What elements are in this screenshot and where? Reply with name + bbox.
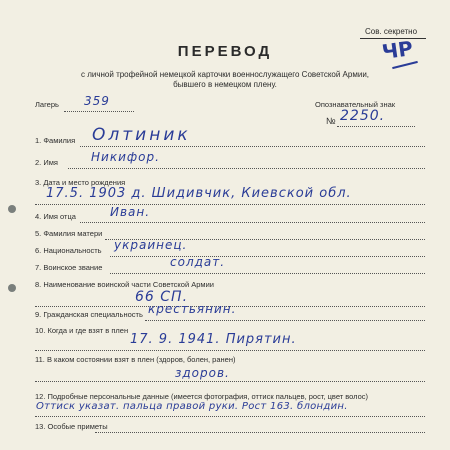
field-label: 6. Национальность xyxy=(35,246,102,255)
classification-stamp: Сов. секретно xyxy=(365,27,418,36)
camp-label: Лагерь xyxy=(35,100,59,109)
field-line xyxy=(68,168,425,169)
capture-value: 17. 9. 1941. Пирятин. xyxy=(130,332,297,347)
field-label: 5. Фамилия матери xyxy=(35,229,103,238)
field-label: 8. Наименование воинской части Советской Армии xyxy=(35,280,214,289)
field-label: 10. Когда и где взят в плен xyxy=(35,326,129,335)
punch-hole xyxy=(8,284,16,292)
tag-label: Опознавательный знак xyxy=(315,100,396,109)
field-line xyxy=(80,222,425,223)
rank-value: солдат. xyxy=(170,255,226,269)
page-subtitle xyxy=(40,70,410,90)
punch-hole xyxy=(8,205,16,213)
health-value: здоров. xyxy=(175,366,230,380)
field-line xyxy=(110,273,425,274)
field-line xyxy=(35,204,425,205)
field-line xyxy=(80,146,425,147)
field-label: 9. Гражданская специальность xyxy=(35,310,143,319)
surname-value: Олтиник xyxy=(92,125,191,145)
camp-value: 359 xyxy=(84,94,110,108)
first-name-value: Никифор. xyxy=(91,150,160,164)
field-line xyxy=(35,381,425,382)
handwritten-mark: ЧР xyxy=(380,35,415,65)
field-label: 1. Фамилия xyxy=(35,136,76,145)
field-label: 7. Воинское звание xyxy=(35,263,103,272)
field-label: 3. Дата и место рождения xyxy=(35,178,126,187)
unit-value: 66 СП. xyxy=(135,289,189,305)
subtitle-line: бывшего в немецком плену. xyxy=(173,80,277,89)
tag-value: 2250. xyxy=(340,108,386,124)
field-label: 13. Особые приметы xyxy=(35,422,108,431)
camp-line xyxy=(64,111,134,112)
field-line xyxy=(145,320,425,321)
occupation-value: крестьянин. xyxy=(148,302,237,316)
field-line xyxy=(110,256,425,257)
tag-line xyxy=(337,126,415,127)
field-line xyxy=(95,432,425,433)
field-label: 2. Имя xyxy=(35,158,58,167)
field-label: 11. В каком состоянии взят в плен (здоров, болен, ранен) xyxy=(35,355,236,364)
field-label: 12. Подробные персональные данные (имеется фотография, оттиск пальцев, рост, цвет волос) xyxy=(35,392,369,401)
father-name-value: Иван. xyxy=(110,205,151,219)
tag-number-label: № xyxy=(326,116,336,126)
nationality-value: украинец. xyxy=(114,238,188,252)
birth-value: 17.5. 1903 д. Шидивчик, Киевской обл. xyxy=(46,186,352,201)
page-title: ПЕРЕВОД xyxy=(177,43,273,60)
subtitle-line: с личной трофейной немецкой карточки военнослужащего Советской Армии, xyxy=(80,70,370,79)
personal-data-value: Оттиск указат. пальца правой руки. Рост 163. блондин. xyxy=(36,401,348,412)
field-line xyxy=(35,416,425,417)
field-label: 4. Имя отца xyxy=(35,212,76,221)
field-line xyxy=(35,350,425,351)
